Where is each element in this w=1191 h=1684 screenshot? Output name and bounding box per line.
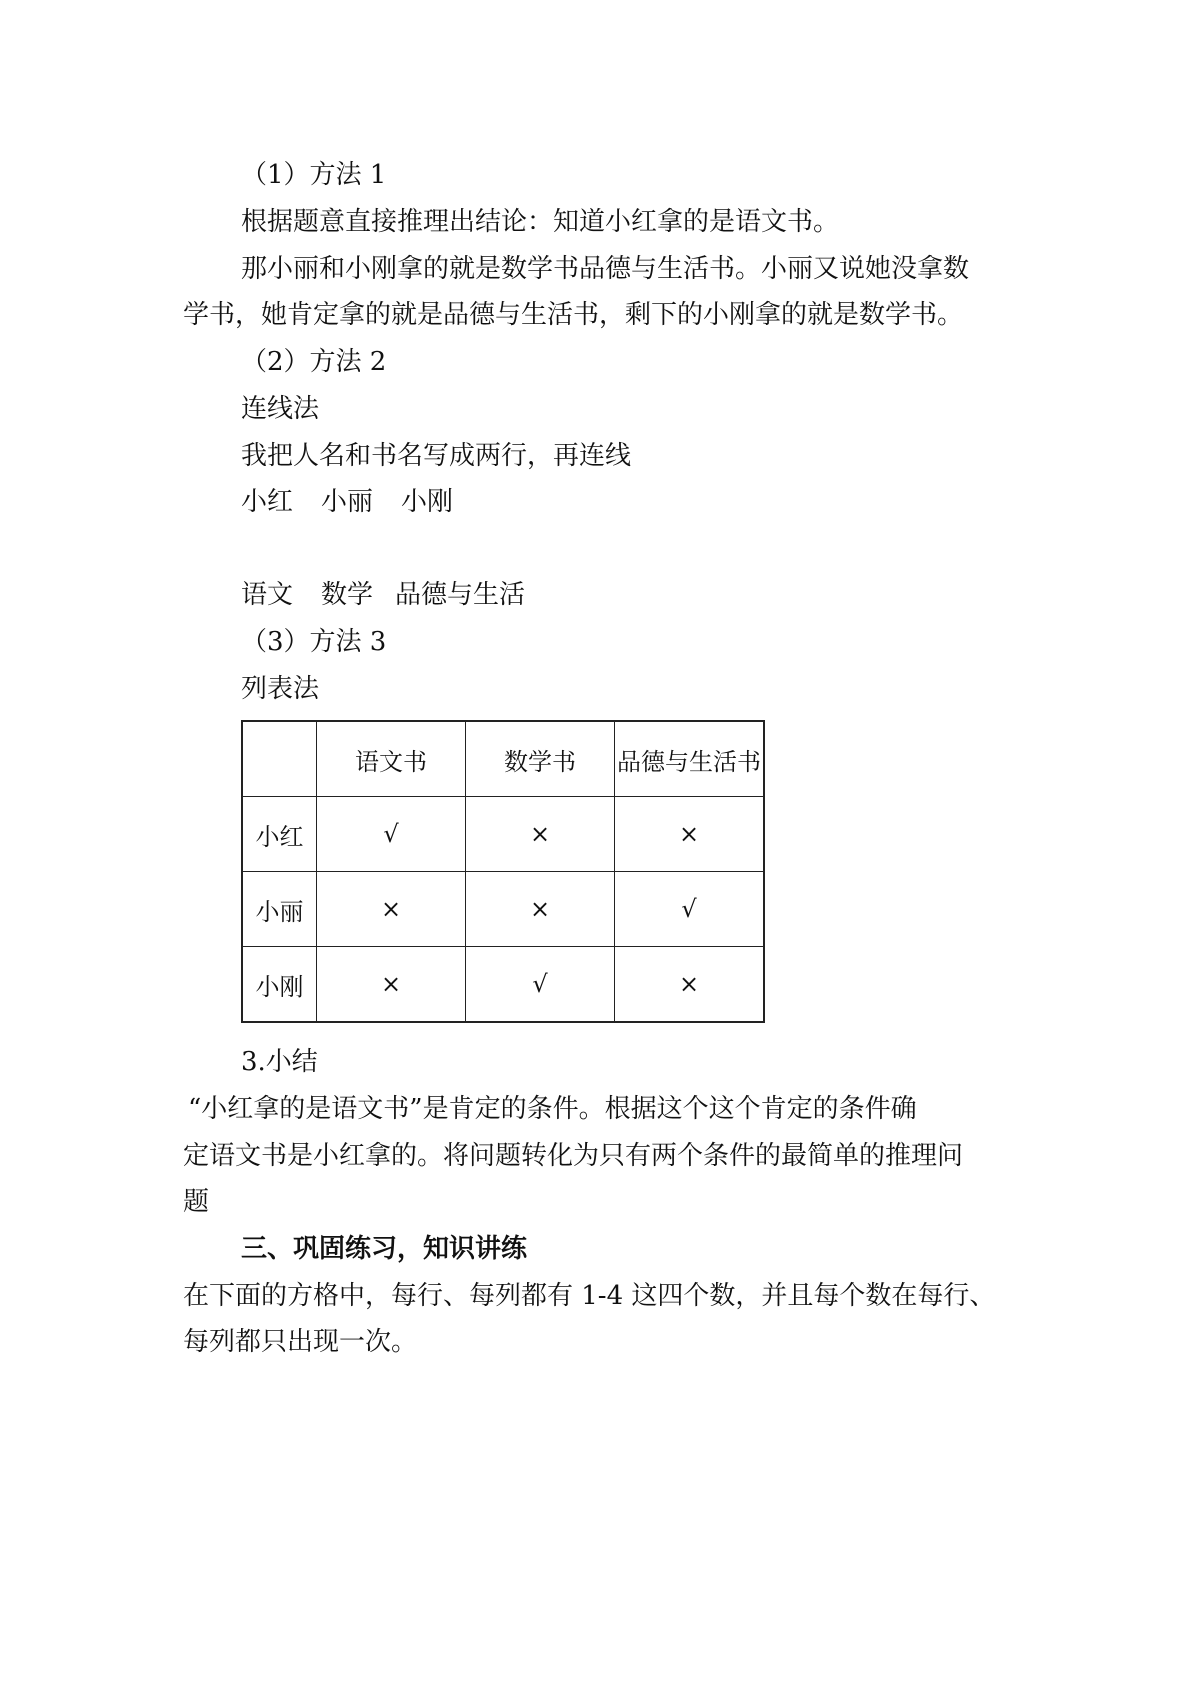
table-cell: ×	[317, 872, 466, 947]
table-cell: √	[317, 797, 466, 872]
row-name-cell: 小丽	[242, 872, 317, 947]
section-3-title: 三、巩固练习，知识讲练	[241, 1234, 528, 1264]
exercise-line-2: 每列都只出现一次。	[183, 1327, 418, 1357]
table-cell: √	[466, 947, 615, 1023]
books-row	[241, 578, 525, 612]
table-corner-cell	[242, 721, 317, 797]
summary-line-2: 定语文书是小红拿的。将问题转化为只有两个条件的最简单的推理问	[183, 1141, 964, 1171]
row-name-cell: 小红	[242, 797, 317, 872]
summary-line-1: “小红拿的是语文书”是肯定的条件。根据这个这个肯定的条件确	[188, 1094, 917, 1124]
method-2-description: 我把人名和书名写成两行，再连线	[241, 441, 632, 471]
name-xiaogang: 小刚	[401, 487, 454, 517]
table-cell: ×	[615, 797, 765, 872]
table-cell: ×	[466, 872, 615, 947]
method-1-paragraph-line-1: 那小丽和小刚拿的就是数学书品德与生活书。小丽又说她没拿数	[241, 254, 970, 284]
table-cell: ×	[317, 947, 466, 1023]
table-header-cell: 语文书	[317, 721, 466, 797]
logic-table	[241, 720, 765, 1023]
table-cell: ×	[466, 797, 615, 872]
table-header-cell: 数学书	[466, 721, 615, 797]
method-3-name: 列表法	[241, 674, 320, 704]
book-shuxue: 数学	[321, 580, 374, 610]
table-row	[242, 947, 764, 1023]
method-3-heading: （3）方法 3	[241, 627, 387, 657]
table-cell: ×	[615, 947, 765, 1023]
name-xiaohong: 小红	[241, 487, 294, 517]
method-1-heading: （1）方法 1	[241, 160, 387, 190]
table-header-row	[242, 721, 764, 797]
summary-heading: 3.小结	[241, 1047, 318, 1077]
table-header-cell: 品德与生活书	[615, 721, 765, 797]
book-yuwen: 语文	[241, 580, 294, 610]
name-xiaoli: 小丽	[321, 487, 374, 517]
exercise-line-1: 在下面的方格中，每行、每列都有 1-4 这四个数，并且每个数在每行、	[183, 1281, 996, 1311]
method-2-name: 连线法	[241, 394, 320, 424]
method-1-conclusion: 根据题意直接推理出结论：知道小红拿的是语文书。	[241, 207, 840, 237]
method-2-heading: （2）方法 2	[241, 347, 387, 377]
summary-line-3: 题	[183, 1187, 210, 1217]
table-row	[242, 872, 764, 947]
table-row	[242, 797, 764, 872]
method-1-paragraph-line-2: 学书，她肯定拿的就是品德与生活书，剩下的小刚拿的就是数学书。	[183, 300, 964, 330]
names-row	[241, 485, 453, 519]
row-name-cell: 小刚	[242, 947, 317, 1023]
book-pinde: 品德与生活	[395, 580, 526, 610]
table-cell: √	[615, 872, 765, 947]
